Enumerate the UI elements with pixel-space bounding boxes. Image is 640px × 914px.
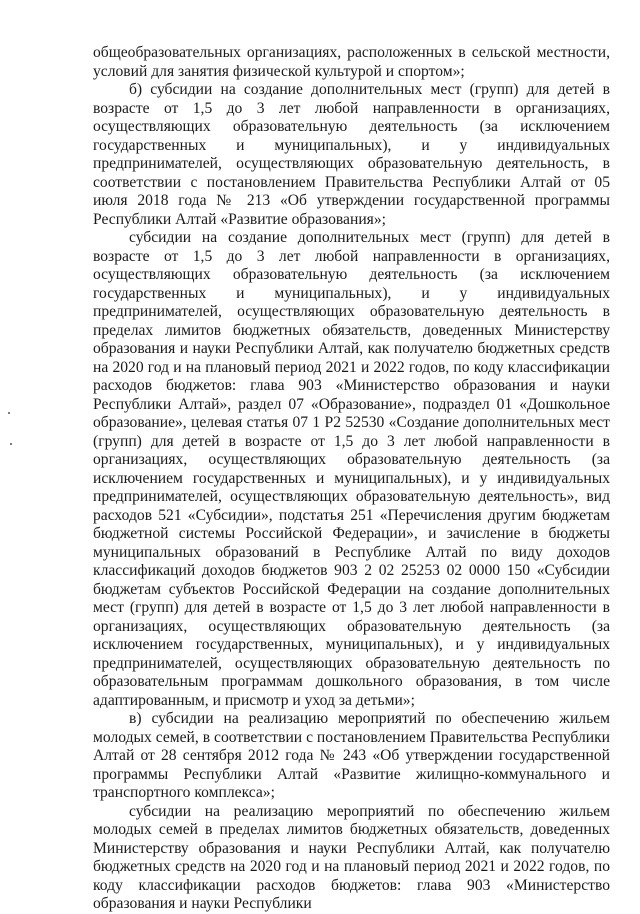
paragraph-item-v: в) субсидии на реализацию мероприятий по обеспечению жильем молодых семей, в соответствии с постановлением Правительства Республики Алтай от 28 сентября 2012 года № 243 «Об утверждении государственной программы Республики Алтай «Развитие жилищно-коммунального и транспортного комплекса»;	[93, 710, 610, 801]
scan-speck	[10, 443, 12, 445]
scan-speck	[8, 412, 10, 414]
paragraph-subsidy-places: субсидии на создание дополнительных мест (групп) для детей в возрасте от 1,5 до 3 лет любой направленности в организациях, осуществляющих образовательную деятельность (за исключением государственных и муниципальных), и у индивидуальных предпринимателей, осуществляющих образовательную деятельность в пределах лимитов бюджетных обязательств, доведенных Министерству образования и науки Республики Алтай, как получателю бюджетных средств на 2020 год и на плановый период 2021 и 2022 годов, по коду классификации расходов бюджетов: глава 903 «Министерство образования и науки Республики Алтай», раздел 07 «Образование», подраздел 01 «Дошкольное образование», целевая статья 07 1 Р2 52530 «Создание дополнительных мест (групп) для детей в возрасте от 1,5 до 3 лет любой направленности в организациях, осуществляющих образовательную деятельность (за исключением государственных и муниципальных), и у индивидуальных предпринимателей, осуществляющих образовательную деятельность», вид расходов 521 «Субсидии», подстатья 251 «Перечисления другим бюджетам бюджетной системы Российской Федерации», и зачисление в бюджеты муниципальных образований в Республике Алтай по виду доходов классификаций доходов бюджетов 903 2 02 25253 02 0000 150 «Субсидии бюджетам субъектов Российской Федерации на создание дополнительных мест (групп) для детей в возрасте от 1,5 до 3 лет любой направленности в организациях, осуществляющих образовательную деятельность (за исключением государственных, муниципальных), и у индивидуальных предпринимателей, осуществляющих образовательную деятельность по образовательным программам дошкольного образования, в том числе адаптированным, и присмотр и уход за детьми»;	[93, 229, 610, 709]
paragraph-continuation: общеобразовательных организациях, расположенных в сельской местности, условий для занятия физической культурой и спортом»;	[93, 44, 610, 80]
paragraph-subsidy-housing: субсидии на реализацию мероприятий по обеспечению жильем молодых семей в пределах лимитов бюджетных обязательств, доведенных Министерству образования и науки Республики Алтай, как получателю бюджетных средств на 2020 год и на плановый период 2021 и 2022 годов, по коду классификации расходов бюджетов: глава 903 «Министерство образования и науки Республики	[93, 802, 610, 912]
document-page	[93, 44, 610, 914]
paragraph-item-b: б) субсидии на создание дополнительных мест (групп) для детей в возрасте от 1,5 до 3 лет любой направленности в организациях, осуществляющих образовательную деятельность (за исключением государственных и муниципальных), и у индивидуальных предпринимателей, осуществляющих образовательную деятельность, в соответствии с постановлением Правительства Республики Алтай от 05 июля 2018 года № 213 «Об утверждении государственной программы Республики Алтай «Развитие образования»;	[93, 81, 610, 228]
